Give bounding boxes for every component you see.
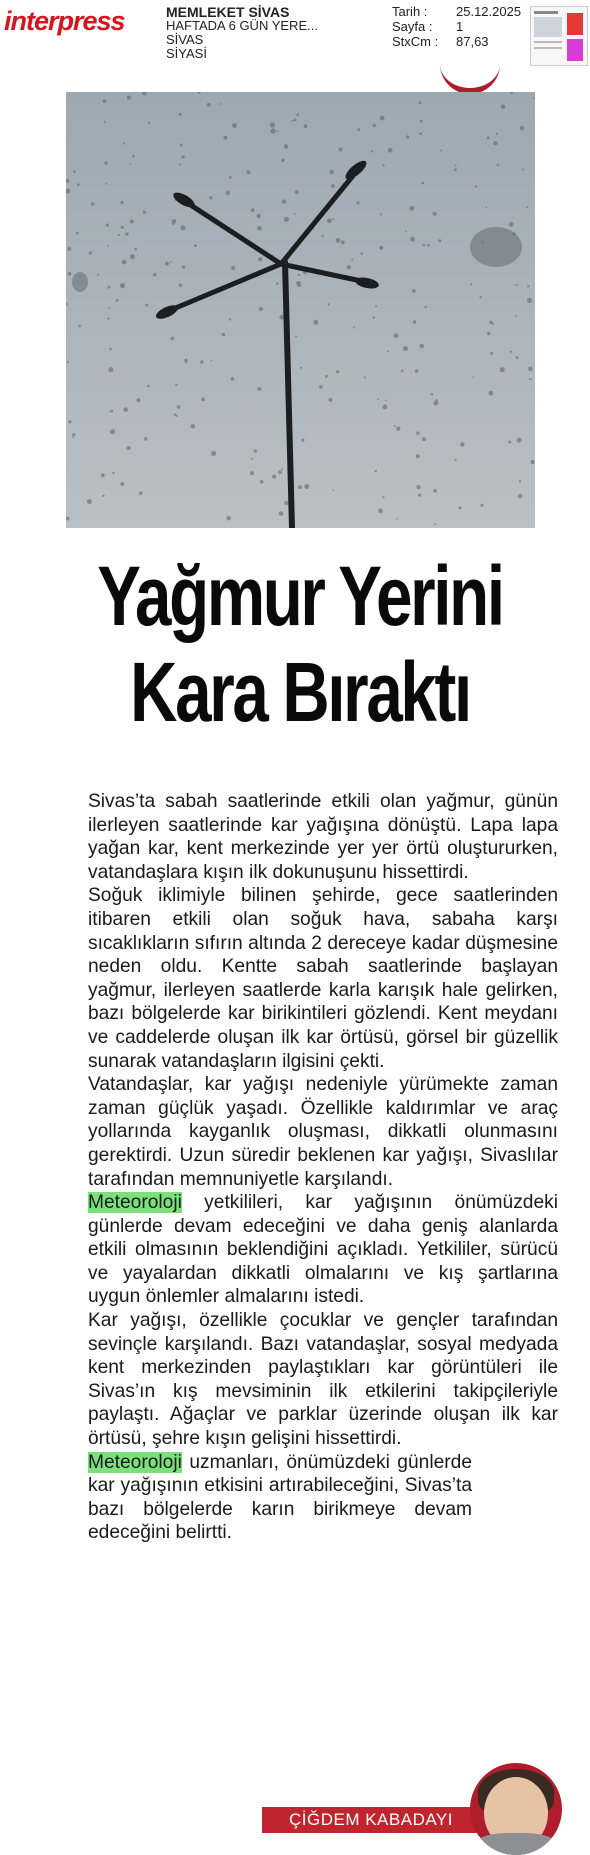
clipping-meta — [392, 4, 521, 49]
publication-name: MEMLEKET SİVAS — [166, 4, 290, 20]
meta-stxcm: StxCm : 87,63 — [392, 34, 489, 49]
author-byline: ÇİĞDEM KABADAYI — [262, 1807, 480, 1833]
paragraph-6: Meteoroloji uzmanları, önümüzdeki günlerde kar yağışının etkisini artırabileceğini, Sivas’ta bazı bölgelerde karın birikmeye devam edeceğini belirtti. — [88, 1451, 472, 1544]
city-label: SİVAS — [166, 32, 204, 47]
author-portrait — [470, 1763, 562, 1855]
page-thumbnail[interactable] — [530, 6, 588, 66]
section-label: SİYASİ — [166, 46, 207, 61]
article-subtitle: HAFTADA 6 GÜN YERE... — [166, 18, 318, 33]
meta-date: Tarih : 25.12.2025 — [392, 4, 522, 19]
paragraph-1: Sivas’ta sabah saatlerinde etkili olan yağmur, günün ilerleyen saatlerinde kar yağışına dönüştü. Lapa lapa yağan kar, kent merkezinde yer yer örtü oluştururken, vatandaşlara kışın ilk dokunuşunu hissettirdi. — [88, 791, 558, 883]
paragraph-4: Meteoroloji yetkilileri, kar yağışının önümüzdeki günlerde devam edeceğini ve daha geniş alanlarda etkili olmasının beklendiğini açıkladı. Yetkililer, sürücü ve yayalardan dikkatli olmalarını ve kış şartlarına uygun önlemler almalarını istedi. — [88, 1192, 558, 1308]
paragraph-5: Kar yağışı, özellikle çocuklar ve gençler tarafından sevinçle karşılandı. Bazı vatandaşlar, sosyal medyada kent merkezinden paylaştıkları kar görüntüleri ile Sivas’ın kış mevsiminin ilk etkilerini takipçileriyle paylaştı. Ağaçlar ve parklar üzerinde oluşan ilk kar örtüsü, şehre kışın gelişini hissettirdi. — [88, 1310, 558, 1450]
paragraph-3: Vatandaşlar, kar yağışı nedeniyle yürümekte zaman zaman güçlük yaşadı. Özellikle kaldırımlar ve araç yollarında kayganlık oluşması, dikkatli olunmasını gerektirdi. Uzun süredir beklenen kar yağışı, Sivaslılar tarafından memnuniyetle karşılandı. — [88, 1074, 558, 1190]
headline-line-1: Yağmur Yerini — [97, 549, 503, 643]
clipping-header — [0, 0, 590, 68]
photo-illustration — [66, 92, 535, 528]
keyword-highlight: Meteoroloji — [88, 1192, 182, 1214]
street-lamp-snow-photo — [66, 92, 535, 528]
interpress-logo: interpress — [4, 6, 125, 36]
meta-page: Sayfa : 1 — [392, 19, 464, 34]
publication-info — [166, 5, 318, 61]
paragraph-2: Soğuk iklimiyle bilinen şehirde, gece saatlerinden itibaren etkili olan soğuk hava, sabaha karşı sıcaklıkların sıfırın altında 2 dereceye kadar düşmesine neden oldu. Kentte sabah saatlerinde başlayan yağmur, ilerleyen saatlerde karla karışık hale gelirken, bazı bölgelerde kar birikintileri gözlendi. Kent meydanı ve caddelerde oluşan ilk kar örtüsü, görsel bir güzellik sunarak vatandaşların ilgisini çekti. — [88, 885, 558, 1072]
headline-line-2: Kara Bıraktı — [130, 645, 470, 739]
headline — [89, 548, 510, 740]
keyword-highlight: Meteoroloji — [88, 1451, 182, 1473]
decorative-arc — [440, 58, 500, 94]
article-body — [88, 790, 558, 1545]
